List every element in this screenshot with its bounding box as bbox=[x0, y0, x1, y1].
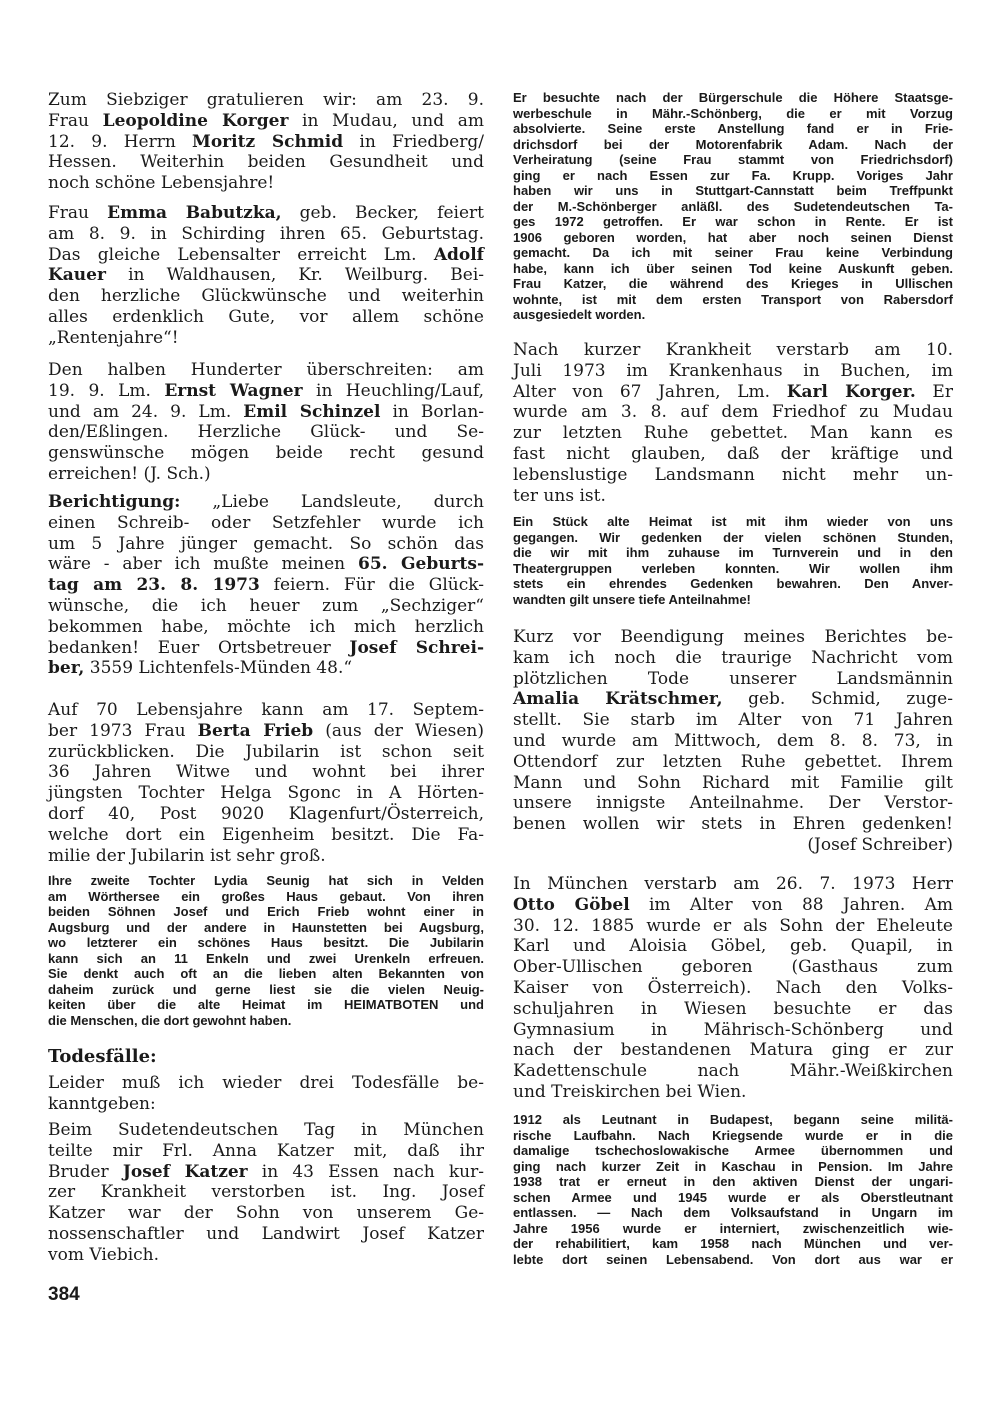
text-line bbox=[48, 307, 484, 328]
text-run: Sie denkt auch oft an die lieben alten Bekannten von bbox=[48, 966, 484, 981]
text-run: nossenschaftler und Landwirt Josef Katzer bbox=[48, 1223, 484, 1244]
text-run: ter uns ist. bbox=[513, 485, 606, 506]
text-run: 1938 trat er erneut in den aktiven Dienst der ungari- bbox=[513, 1174, 953, 1189]
text-line bbox=[513, 444, 953, 465]
text-line bbox=[513, 916, 953, 937]
bold-name: Moritz Schmid bbox=[192, 131, 344, 152]
text-run: die wir mit ihm zuhause im Turnverein und in den bbox=[513, 545, 953, 560]
text-run: habe, kann ich über seinen Tod keine Auskunft geben. bbox=[513, 260, 953, 276]
text-line bbox=[513, 340, 953, 361]
paragraph-birthday-fifty bbox=[48, 360, 484, 485]
text-line bbox=[513, 895, 953, 916]
text-run: (Josef Schreiber) bbox=[807, 834, 953, 855]
text-line bbox=[48, 617, 484, 638]
text-run: ausgesiedelt worden. bbox=[513, 307, 646, 322]
bold-name: Emil Schinzel bbox=[243, 401, 381, 422]
text-line bbox=[513, 199, 953, 215]
text-run: dorf 40, Post 9020 Klagenfurt/Österreich, bbox=[48, 803, 484, 824]
text-line bbox=[513, 514, 953, 530]
bold-name: Berichtigung: bbox=[48, 492, 181, 512]
text-run: feiern. Für die Glück- bbox=[259, 575, 484, 596]
text-run: Er besuchte nach der Bürgerschule die Höhere Staatsge- bbox=[513, 90, 953, 105]
text-line bbox=[48, 111, 484, 132]
text-line bbox=[513, 545, 953, 561]
text-line bbox=[48, 982, 484, 998]
text-run: Mann und Sohn Richard mit Familie gilt bbox=[513, 772, 953, 793]
text-line bbox=[48, 804, 484, 825]
text-line bbox=[48, 286, 484, 307]
text-run: Katzer war der Sohn von unserem Ge- bbox=[48, 1203, 484, 1224]
text-run: ging er nach Essen zur Fa. Krupp. Voriges Jahr bbox=[513, 167, 953, 183]
text-run: entlassen. — Nach dem Volksaufstand in Ungarn im bbox=[513, 1205, 953, 1220]
text-line bbox=[48, 1182, 484, 1203]
bold-name: Otto Göbel bbox=[513, 894, 630, 915]
text-line bbox=[48, 265, 484, 286]
text-run: ber 1973 Frau bbox=[48, 720, 198, 741]
text-run: In München verstarb am 26. 7. 1973 Herr bbox=[513, 874, 953, 894]
text-run: 3559 Lichtenfels-Münden 48.“ bbox=[84, 658, 353, 679]
text-run: Ihre zweite Tochter Lydia Seunig hat sich in Velden bbox=[48, 873, 484, 888]
text-run: stets ein ehrendes Gedenken bewahren. Den Anver- bbox=[513, 576, 953, 591]
text-line bbox=[48, 889, 484, 905]
text-run: den herzliche Glückwünsche und weiterhin bbox=[48, 286, 484, 307]
text-run: gegangen. Wir gedenken der vielen schönen Stunden, bbox=[513, 529, 953, 545]
text-run: Ober-Ullischen geboren (Gasthaus zum bbox=[513, 957, 953, 978]
text-line bbox=[48, 596, 484, 617]
text-run: wurde am 3. 8. auf dem Friedhof zu Mudau bbox=[513, 402, 953, 423]
text-run: milie der Jubilarin ist sehr groß. bbox=[48, 845, 326, 866]
text-run: kann sich an 11 Enkeln und zwei Urenkeln erfreuen. bbox=[48, 950, 484, 966]
text-line bbox=[48, 1141, 484, 1162]
bold-name: Emma Babutzka, bbox=[107, 203, 282, 223]
text-line bbox=[513, 106, 953, 122]
text-line bbox=[48, 951, 484, 967]
bold-name: ber, bbox=[48, 658, 85, 679]
text-run: wo letzterer ein schönes Haus besitzt. Die Jubilarin bbox=[48, 935, 484, 950]
text-line bbox=[513, 183, 953, 199]
text-line bbox=[513, 874, 953, 895]
text-line bbox=[48, 1203, 484, 1224]
text-line bbox=[513, 530, 953, 546]
text-line bbox=[513, 957, 953, 978]
text-run: geb. Becker, feiert bbox=[281, 203, 484, 223]
text-run: die Menschen, die dort gewohnt haben. bbox=[48, 1012, 292, 1028]
text-run: lebenslustige Landsmann nicht mehr un- bbox=[513, 464, 953, 485]
text-run: schen Armee und 1945 wurde er als Oberstleutnant bbox=[513, 1189, 953, 1205]
text-line bbox=[513, 486, 953, 507]
text-line bbox=[48, 534, 484, 555]
text-run: welche dort ein Eigenheim besitzt. Die Fa- bbox=[48, 824, 484, 845]
paragraph-correction bbox=[48, 492, 484, 679]
paragraph-katzer-biography bbox=[513, 90, 953, 323]
text-line bbox=[513, 978, 953, 999]
text-run: „Rentenjahre“! bbox=[48, 327, 179, 348]
text-line bbox=[513, 152, 953, 168]
text-line bbox=[513, 1143, 953, 1159]
text-run: am 8. 9. in Schirding ihren 65. Geburtstag. bbox=[48, 223, 484, 244]
text-line bbox=[48, 464, 484, 485]
text-line bbox=[48, 935, 484, 951]
text-line bbox=[48, 1094, 484, 1115]
text-line bbox=[513, 1112, 953, 1128]
text-line bbox=[48, 224, 484, 245]
text-line bbox=[48, 658, 484, 679]
bold-name: 65. Geburts- bbox=[358, 554, 485, 575]
text-line bbox=[48, 1013, 484, 1029]
text-line bbox=[48, 966, 484, 982]
text-run: keiten über die alte Heimat im HEIMATBOTEN und bbox=[48, 997, 484, 1012]
text-run: unsere innigste Anteilnahme. Der Verstor- bbox=[513, 793, 953, 814]
text-run: jüngsten Tochter Helga Sgonc in A Hörten- bbox=[48, 783, 484, 804]
bold-name: Ernst Wagner bbox=[164, 380, 303, 401]
text-run: wäre - aber ich mußte meinen bbox=[48, 554, 358, 575]
text-line bbox=[513, 230, 953, 246]
text-run: genswünsche mögen beide recht gesund bbox=[48, 443, 484, 464]
text-run: Frau Katzer, die während des Krieges in Ullischen bbox=[513, 276, 953, 291]
text-line bbox=[48, 328, 484, 349]
text-line bbox=[513, 121, 953, 137]
text-line bbox=[513, 773, 953, 794]
paragraph-death-katzer bbox=[48, 1120, 484, 1266]
text-line bbox=[513, 1159, 953, 1175]
text-run: 1912 als Leutnant in Budapest, begann seine militä- bbox=[513, 1112, 953, 1127]
text-run: schuljahren in Wiesen besuchte er das bbox=[513, 998, 953, 1019]
text-line bbox=[513, 561, 953, 577]
text-line bbox=[48, 443, 484, 464]
text-run: Das gleiche Lebensalter erreicht Lm. bbox=[48, 244, 434, 265]
text-run: wandten gilt unsere tiefe Anteilnahme! bbox=[513, 591, 751, 607]
text-run: werbeschule in Mähr.-Schönberg, die er mit Vorzug bbox=[513, 105, 953, 121]
paragraph-birthday-frieb bbox=[48, 700, 484, 866]
text-run: zurückblicken. Die Jubilarin ist schon seit bbox=[48, 741, 484, 762]
text-line bbox=[513, 731, 953, 752]
text-run: Verheiratung (seine Frau stammt von Friedrichsdorf) bbox=[513, 152, 953, 167]
text-line bbox=[513, 669, 953, 690]
text-run: Gymnasium in Mährisch-Schönberg und bbox=[513, 1019, 953, 1040]
text-run: wohnte, ist mit dem ersten Transport von Rabersdorf bbox=[513, 291, 953, 307]
text-line bbox=[48, 173, 484, 194]
text-line bbox=[513, 627, 953, 648]
text-run: Kadettenschule nach Mähr.-Weißkirchen bbox=[513, 1061, 953, 1082]
text-run: einen Schreib- oder Setzfehler wurde ich bbox=[48, 512, 484, 533]
text-run: Kaiser von Österreich). Nach den Volks- bbox=[513, 977, 953, 998]
text-run: lebte dort seinen Lebensabend. Von dort aus war er bbox=[513, 1251, 953, 1267]
text-run: rische Laufbahn. Nach Kriegsende wurde er in die bbox=[513, 1127, 953, 1143]
text-run: zur letzten Ruhe gebettet. Man kann es bbox=[513, 423, 953, 444]
text-line bbox=[513, 576, 953, 592]
text-line bbox=[513, 402, 953, 423]
text-run: Ottendorf zur letzten Ruhe gebettet. Ihrem bbox=[513, 751, 953, 772]
text-line bbox=[513, 592, 953, 608]
text-run: und wurde am Mittwoch, dem 8. 8. 73, in bbox=[513, 730, 953, 751]
bold-name: Kauer bbox=[48, 265, 106, 286]
text-line bbox=[48, 360, 484, 381]
bold-name: tag am 23. 8. 1973 bbox=[48, 575, 260, 596]
text-line bbox=[48, 873, 484, 889]
text-line bbox=[48, 1224, 484, 1245]
text-line bbox=[513, 1082, 953, 1103]
text-line bbox=[513, 423, 953, 444]
text-run: Hessen. Weiterhin beiden Gesundheit und bbox=[48, 152, 484, 173]
text-run: alles erdenklich Gute, vor allem schöne bbox=[48, 306, 484, 327]
text-line bbox=[48, 152, 484, 173]
text-line bbox=[48, 700, 484, 721]
text-line bbox=[48, 1162, 484, 1183]
text-run: Ein Stück alte Heimat ist mit ihm wieder von uns bbox=[513, 514, 953, 529]
text-run: haben wir uns in Stuttgart-Cannstatt beim Treffpunkt bbox=[513, 183, 953, 198]
text-line bbox=[48, 513, 484, 534]
text-line bbox=[48, 1120, 484, 1141]
text-line bbox=[48, 132, 484, 153]
text-line bbox=[48, 1073, 484, 1094]
text-run: Zum Siebziger gratulieren wir: am 23. 9. bbox=[48, 90, 484, 110]
text-run: fast nicht glauben, daß der kräftige und bbox=[513, 443, 953, 464]
text-run: daheim zurück und gerne liest sie die vielen Neuig- bbox=[48, 981, 484, 997]
text-line bbox=[513, 835, 953, 856]
text-run: der M.-Schönberger anläßl. des Sudetendeutschen Ta- bbox=[513, 198, 953, 214]
text-run: 12. 9. Herrn bbox=[48, 131, 193, 152]
text-line bbox=[48, 402, 484, 423]
bold-name: Karl Korger. bbox=[786, 381, 916, 402]
text-line bbox=[48, 203, 484, 224]
text-run: den/Eßlingen. Herzliche Glück- und Se- bbox=[48, 422, 484, 443]
text-run: in Borlan- bbox=[380, 401, 485, 422]
paragraph-birthday-babutzka bbox=[48, 203, 484, 349]
text-line bbox=[513, 710, 953, 731]
text-line bbox=[48, 90, 484, 111]
text-run: kam ich noch die traurige Nachricht vom bbox=[513, 647, 953, 668]
text-run: damalige tschechoslowakische Armee übernommen und bbox=[513, 1143, 953, 1158]
text-run: Alter von 67 Jahren, Lm. bbox=[513, 381, 787, 402]
text-run: in Waldhausen, Kr. Weilburg. Bei- bbox=[105, 265, 484, 286]
text-line bbox=[513, 245, 953, 261]
text-line bbox=[513, 276, 953, 292]
text-line bbox=[48, 904, 484, 920]
bold-name: Adolf bbox=[433, 244, 484, 265]
text-line bbox=[48, 422, 484, 443]
text-line bbox=[48, 638, 484, 659]
text-line bbox=[513, 465, 953, 486]
text-line bbox=[513, 1020, 953, 1041]
text-run: Er bbox=[915, 381, 953, 402]
text-line bbox=[513, 261, 953, 277]
text-line bbox=[513, 137, 953, 153]
text-line bbox=[513, 361, 953, 382]
text-run: geb. Schmid, zuge- bbox=[722, 689, 953, 710]
text-run: Kurz vor Beendigung meines Berichtes be- bbox=[513, 627, 953, 647]
bold-name: Berta Frieb bbox=[197, 720, 314, 741]
text-run: Auf 70 Lebensjahre kann am 17. Septem- bbox=[48, 700, 484, 720]
text-line bbox=[513, 168, 953, 184]
text-run: stellt. Sie starb im Alter von 71 Jahren bbox=[513, 710, 953, 731]
bold-name: Josef Schrei- bbox=[349, 637, 484, 658]
text-run: gemacht. Da ich mit seiner Frau keine Verbindung bbox=[513, 245, 953, 260]
bold-name: Josef Katzer bbox=[122, 1161, 248, 1182]
text-run: in Heuchling/Lauf, bbox=[302, 380, 485, 401]
text-run: benen wollen wir stets in Ehren gedenken! bbox=[513, 814, 953, 835]
text-line bbox=[48, 554, 484, 575]
text-line bbox=[513, 1236, 953, 1252]
text-line bbox=[513, 307, 953, 323]
text-line bbox=[48, 742, 484, 763]
text-run: ging nach kurzer Zeit in Kaschau in Pension. Im Jahre bbox=[513, 1158, 953, 1174]
bold-name: Leopoldine Korger bbox=[102, 110, 289, 131]
text-run: absolvierte. Seine erste Anstellung fand er in Frie- bbox=[513, 121, 953, 136]
text-run: und Treiskirchen bei Wien. bbox=[513, 1081, 747, 1102]
text-run: und am 24. 9. Lm. bbox=[48, 401, 244, 422]
paragraph-death-korger bbox=[513, 340, 953, 506]
text-run: plötzlichen Tode unserer Landsmännin bbox=[513, 668, 953, 689]
text-line bbox=[513, 1190, 953, 1206]
text-run: Juli 1973 im Krankenhaus in Buchen, im bbox=[513, 360, 953, 381]
text-line bbox=[513, 1128, 953, 1144]
text-line bbox=[513, 936, 953, 957]
text-line bbox=[48, 575, 484, 596]
page-number: 384 bbox=[48, 1284, 80, 1305]
text-line bbox=[48, 997, 484, 1013]
text-run: ges 1972 getroffen. Er war schon in Rente. Er ist bbox=[513, 214, 953, 229]
paragraph-korger-memorial bbox=[513, 514, 953, 607]
text-run: Bruder bbox=[48, 1161, 123, 1182]
text-run: kanntgeben: bbox=[48, 1093, 156, 1114]
paragraph-birthday-seventy bbox=[48, 90, 484, 194]
paragraph-goebel-career bbox=[513, 1112, 953, 1267]
text-run: 30. 12. 1885 wurde er als Sohn der Eheleute bbox=[513, 915, 953, 936]
text-run: noch schöne Lebensjahre! bbox=[48, 173, 275, 194]
text-line bbox=[513, 1061, 953, 1082]
text-run: vom Viebich. bbox=[48, 1244, 160, 1265]
text-run: Frau bbox=[48, 110, 103, 131]
text-run: zer Krankheit verstorben ist. Ing. Josef bbox=[48, 1182, 484, 1203]
text-run: bekommen habe, möchte ich mich herzlich bbox=[48, 616, 484, 637]
text-line bbox=[48, 825, 484, 846]
text-run: im Alter von 88 Jahren. Am bbox=[629, 894, 953, 915]
text-line bbox=[513, 382, 953, 403]
paragraph-frieb-family bbox=[48, 873, 484, 1028]
text-line bbox=[513, 648, 953, 669]
text-run: „Liebe Landsleute, durch bbox=[180, 492, 484, 512]
text-line bbox=[513, 1205, 953, 1221]
text-line bbox=[513, 1040, 953, 1061]
text-run: Jahre 1956 wurde er interniert, zwischenzeitlich wie- bbox=[513, 1220, 953, 1236]
text-run: am Wörthersee ein großes Haus gebaut. Von ihren bbox=[48, 888, 484, 904]
paragraph-death-goebel bbox=[513, 874, 953, 1103]
text-run: teilte mir Frl. Anna Katzer mit, daß ihr bbox=[48, 1140, 484, 1161]
text-run: um 5 Jahre jünger gemacht. So schön das bbox=[48, 533, 484, 554]
section-heading-deaths: Todesfälle: bbox=[48, 1046, 157, 1067]
text-run: nach der bestandenen Matura ging er zur bbox=[513, 1040, 953, 1061]
paragraph-death-kraetschmer bbox=[513, 627, 953, 856]
text-line bbox=[48, 721, 484, 742]
text-run: Leider muß ich wieder drei Todesfälle be- bbox=[48, 1073, 484, 1093]
text-run: 1906 geboren worden, hat aber noch seinen Dienst bbox=[513, 229, 953, 245]
text-line bbox=[48, 381, 484, 402]
text-run: Den halben Hunderter überschreiten: am bbox=[48, 360, 484, 380]
text-run: in Friedberg/ bbox=[343, 131, 484, 152]
text-line bbox=[513, 1252, 953, 1268]
text-line bbox=[513, 90, 953, 106]
text-run: wünsche, die ich heuer zum „Sechziger“ bbox=[48, 595, 484, 616]
text-line bbox=[48, 492, 484, 513]
text-run: Frau bbox=[48, 203, 108, 223]
text-run: 36 Jahren Witwe und wohnt bei ihrer bbox=[48, 762, 484, 783]
paragraph-deaths-intro bbox=[48, 1073, 484, 1115]
text-run: Augsburg und der andere in Haunstetten bei Augsburg, bbox=[48, 919, 484, 935]
text-line bbox=[513, 689, 953, 710]
text-run: Nach kurzer Krankheit verstarb am 10. bbox=[513, 340, 953, 360]
text-run: Karl und Aloisia Göbel, geb. Quapil, in bbox=[513, 936, 953, 957]
text-line bbox=[48, 1245, 484, 1266]
text-line bbox=[513, 814, 953, 835]
text-line bbox=[513, 1221, 953, 1237]
text-run: beiden Söhnen Josef und Erich Frieb wohnt einer in bbox=[48, 904, 484, 919]
text-line bbox=[513, 793, 953, 814]
text-line bbox=[48, 846, 484, 867]
text-run: in Mudau, und am bbox=[288, 110, 484, 131]
text-run: Theatergruppen verleben konnten. Wir wollen ihm bbox=[513, 560, 953, 576]
text-line bbox=[513, 999, 953, 1020]
bold-name: Amalia Krätschmer, bbox=[513, 689, 723, 710]
text-run: in 43 Essen nach kur- bbox=[247, 1161, 485, 1182]
text-line bbox=[513, 752, 953, 773]
text-line bbox=[48, 783, 484, 804]
text-line bbox=[513, 292, 953, 308]
text-line bbox=[513, 214, 953, 230]
text-line bbox=[513, 1174, 953, 1190]
text-run: der rehabilitiert, kam 1958 nach München und ver- bbox=[513, 1236, 953, 1251]
text-run: 19. 9. Lm. bbox=[48, 380, 165, 401]
text-run: (aus der Wiesen) bbox=[313, 720, 484, 741]
text-line bbox=[48, 920, 484, 936]
text-line bbox=[48, 245, 484, 266]
text-run: bedanken! Euer Ortsbetreuer bbox=[48, 637, 350, 658]
text-run: erreichen! (J. Sch.) bbox=[48, 463, 211, 484]
text-line bbox=[48, 762, 484, 783]
text-run: drichsdorf bei der Motorenfabrik Adam. Nach der bbox=[513, 136, 953, 152]
text-run: Beim Sudetendeutschen Tag in München bbox=[48, 1120, 484, 1140]
